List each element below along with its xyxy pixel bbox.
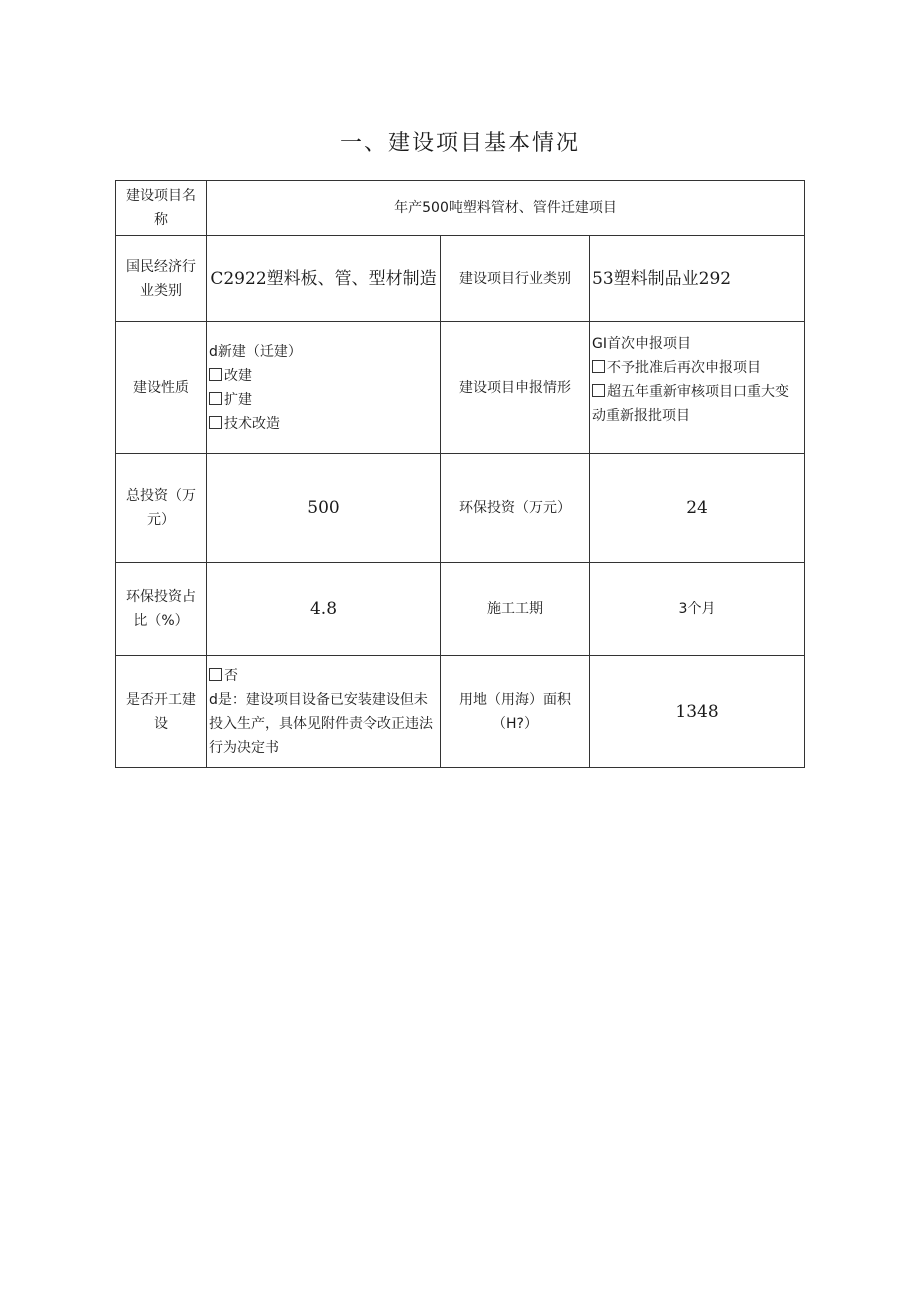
project-name-label: 建设项目名称 bbox=[116, 181, 207, 236]
checkbox-icon bbox=[592, 360, 605, 373]
project-industry-label: 建设项目行业类别 bbox=[441, 236, 590, 322]
ratio-label: 环保投资占比（%） bbox=[116, 563, 207, 656]
checkbox-icon bbox=[209, 416, 222, 429]
checkbox-icon bbox=[592, 384, 605, 397]
declare-options bbox=[590, 322, 805, 454]
nature-option-expand: 扩建 bbox=[209, 388, 438, 412]
industry-label: 国民经济行业类别 bbox=[116, 236, 207, 322]
declare-label: 建设项目申报情形 bbox=[441, 322, 590, 454]
project-info-table bbox=[115, 180, 805, 768]
row-ratio bbox=[116, 563, 805, 656]
started-label: 是否开工建设 bbox=[116, 656, 207, 768]
investment-value: 500 bbox=[207, 454, 441, 563]
project-industry-value: 53塑料制品业292 bbox=[590, 236, 805, 322]
env-investment-value: 24 bbox=[590, 454, 805, 563]
row-project-name bbox=[116, 181, 805, 236]
row-investment bbox=[116, 454, 805, 563]
investment-label: 总投资（万元） bbox=[116, 454, 207, 563]
checkbox-icon bbox=[209, 368, 222, 381]
declare-option-resubmit: 不予批准后再次申报项目 bbox=[592, 356, 802, 380]
declare-option-review: 超五年重新审核项目口重大变动重新报批项目 bbox=[592, 384, 789, 424]
page-title: 一、建设项目基本情况 bbox=[339, 131, 580, 156]
declare-option-first: GI首次申报项目 bbox=[592, 336, 691, 352]
nature-label: 建设性质 bbox=[116, 322, 207, 454]
nature-options bbox=[207, 322, 441, 454]
nature-option-new: d新建（迁建） bbox=[209, 343, 302, 360]
project-name-value: 年产500吨塑料管材、管件迁建项目 bbox=[207, 181, 805, 236]
row-started bbox=[116, 656, 805, 768]
started-option-yes: d是：建设项目设备已安装建设但未投入生产，具体见附件责令改正违法行为决定书 bbox=[209, 691, 433, 756]
started-option-no: 否 bbox=[209, 664, 438, 688]
nature-option-rebuild: 改建 bbox=[209, 364, 438, 388]
period-label: 施工工期 bbox=[441, 563, 590, 656]
period-value: 3个月 bbox=[590, 563, 805, 656]
industry-value: C2922塑料板、管、型材制造 bbox=[207, 236, 441, 322]
env-investment-label: 环保投资（万元） bbox=[441, 454, 590, 563]
nature-option-tech: 技术改造 bbox=[209, 412, 438, 436]
ratio-value: 4.8 bbox=[207, 563, 441, 656]
started-options bbox=[207, 656, 441, 768]
area-label: 用地（用海）面积（H?） bbox=[441, 656, 590, 768]
checkbox-icon bbox=[209, 392, 222, 405]
area-value: 1348 bbox=[590, 656, 805, 768]
checkbox-icon bbox=[209, 668, 222, 681]
row-nature bbox=[116, 322, 805, 454]
row-industry bbox=[116, 236, 805, 322]
